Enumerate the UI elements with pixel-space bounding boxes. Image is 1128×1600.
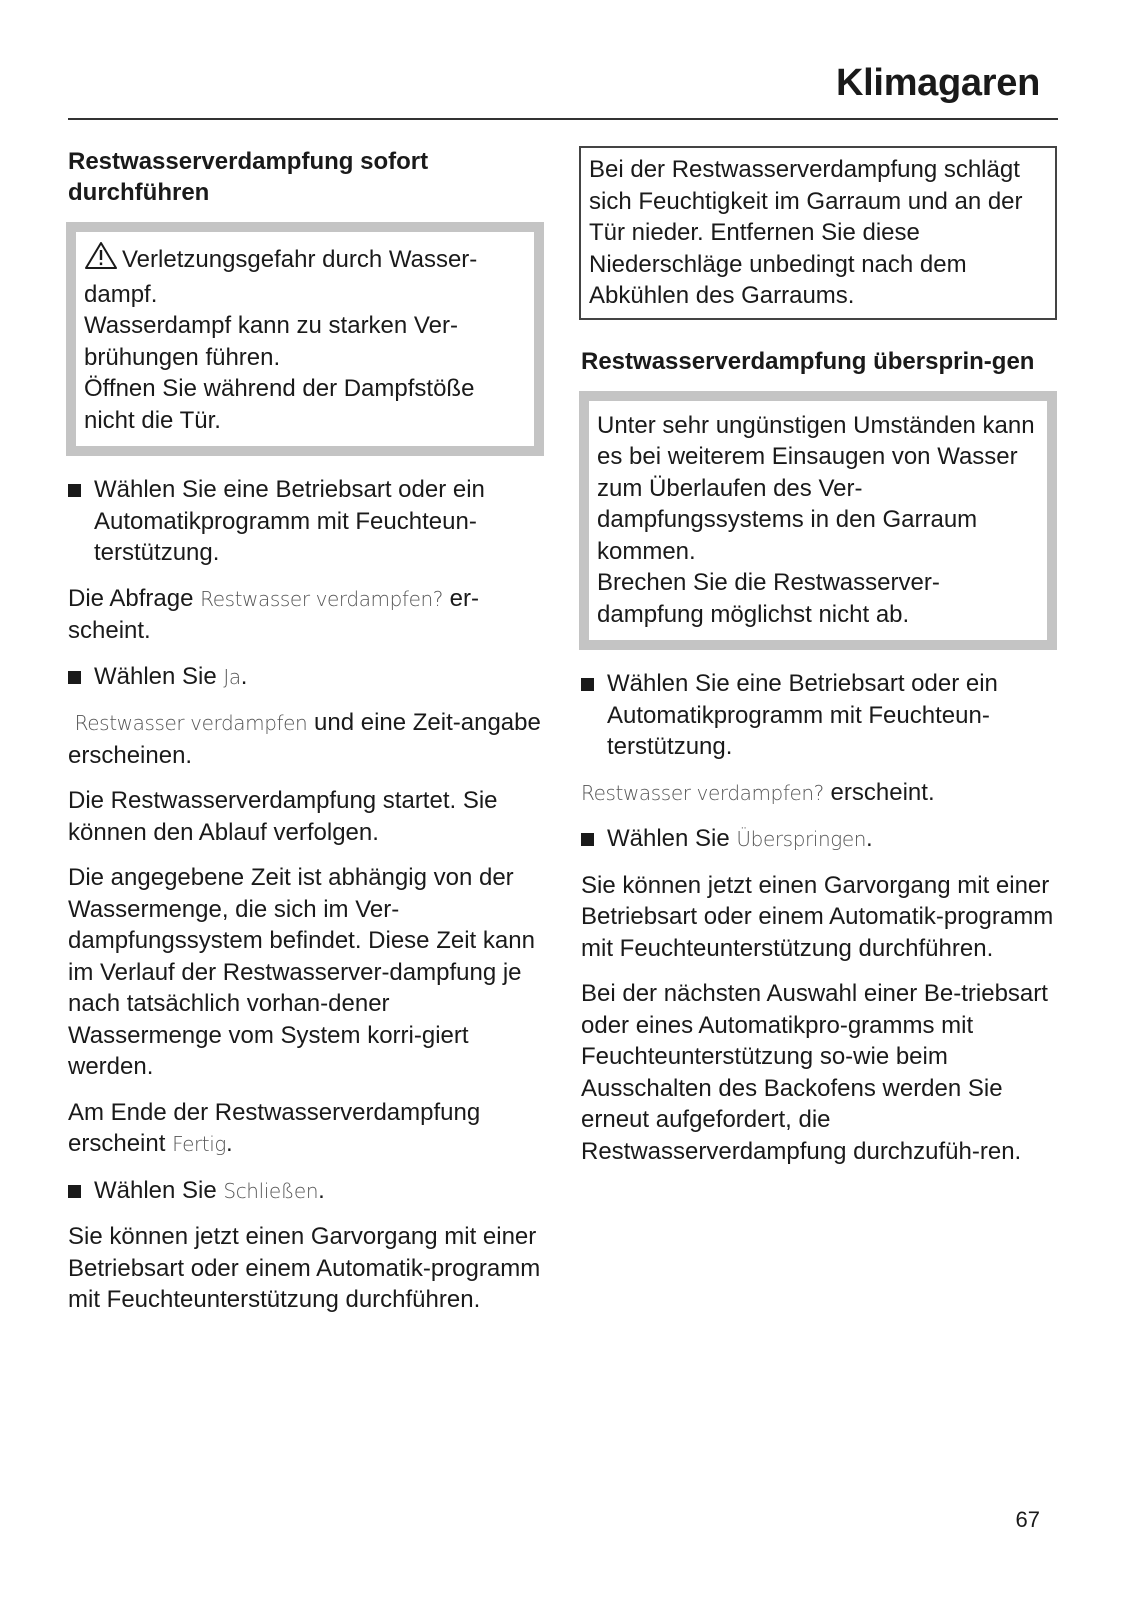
warning-text-3: Öffnen Sie während der Dampfstöße nicht die Tür. xyxy=(84,375,475,434)
caution-box xyxy=(579,391,1057,651)
paragraph-next: Bei der nächsten Auswahl einer Be-triebsart oder eines Automatikpro-gramms mit Feuchteunterstützung so-wie beim Ausschalten des Backofens werden Sie erneut aufgefordert, die Restwasserverdampfung durchzufüh-ren. xyxy=(581,980,1048,1165)
left-column xyxy=(68,146,544,1330)
instruction-step: Wählen Sie eine Betriebsart oder ein Automatikprogramm mit Feuchteun-terstützung. xyxy=(581,668,1057,763)
display-text: Überspringen xyxy=(736,827,867,851)
paragraph-time: Die angegebene Zeit ist abhängig von der Wassermenge, die sich im Ver-dampfungssystem befindet. Diese Zeit kann im Verlauf der Restwasserver-dampfung je nach tatsächlich vorhan-dener Wassermenge vom System korri-giert werden. xyxy=(68,864,535,1080)
section-heading-immediate: Restwasserverdampfung sofort durchführen xyxy=(68,148,429,206)
paragraph-query: Die Abfrage Restwasser verdampfen? er-scheint. xyxy=(68,584,479,644)
paragraph-final: Sie können jetzt einen Garvorgang mit einer Betriebsart oder einem Automatik-programm mit Feuchteunterstützung durchführen. xyxy=(68,1223,541,1313)
display-text: Restwasser verdampfen? xyxy=(581,780,824,805)
right-column xyxy=(581,146,1057,1181)
instruction-step: Wählen Sie Überspringen. xyxy=(581,823,1057,856)
instruction-step: Wählen Sie Schließen. xyxy=(68,1175,544,1208)
warning-triangle-icon xyxy=(84,241,118,279)
display-text: Schließen xyxy=(223,1178,319,1203)
warning-text-1 xyxy=(84,241,526,310)
warning-box xyxy=(66,222,544,456)
display-text: Restwasser verdampfen xyxy=(74,711,308,735)
title-rule xyxy=(68,118,1058,120)
display-text: Ja xyxy=(223,664,241,689)
paragraph-shown: Restwasser verdampfen und eine Zeit-angabe erscheinen. xyxy=(68,709,541,769)
paragraph-shown: Restwasser verdampfen? erscheint. xyxy=(581,778,935,806)
info-box xyxy=(579,146,1057,320)
warning-title: Verletzungsgefahr durch Wasser-dampf. xyxy=(84,246,478,308)
section-heading-skip: Restwasserverdampfung übersprin-gen xyxy=(581,347,1035,375)
page-title: Klimagaren xyxy=(836,62,1040,104)
caution-text-1: Unter sehr ungünstigen Umständen kann es bei weiterem Einsaugen von Wasser zum Überlaufen des Ver-dampfungssystems in den Garraum kommen. xyxy=(597,411,1035,565)
paragraph-end: Am Ende der Restwasserverdampfung erscheint Fertig. xyxy=(68,1098,481,1157)
paragraph-start: Die Restwasserverdampfung startet. Sie können den Ablauf verfolgen. xyxy=(68,787,498,846)
info-text: Bei der Restwasserverdampfung schlägt sich Feuchtigkeit im Garraum und an der Tür nieder. Entfernen Sie diese Niederschläge unbedingt nach dem Abkühlen des Garraums. xyxy=(589,156,1023,309)
paragraph-final: Sie können jetzt einen Garvorgang mit einer Betriebsart oder einem Automatik-programm mit Feuchteunterstützung durchführen. xyxy=(581,871,1054,962)
caution-text-2: Brechen Sie die Restwasserver-dampfung möglichst nicht ab. xyxy=(597,569,940,628)
instruction-step: Wählen Sie eine Betriebsart oder ein Automatikprogramm mit Feuchteun-terstützung. xyxy=(68,474,544,569)
instruction-step: Wählen Sie Ja. xyxy=(68,661,544,694)
warning-text-2: Wasserdampf kann zu starken Ver-brühungen führen. xyxy=(84,312,458,371)
display-text: Restwasser verdampfen? xyxy=(200,586,443,611)
display-text: Fertig xyxy=(172,1132,227,1156)
page-number: 67 xyxy=(1015,1507,1040,1532)
